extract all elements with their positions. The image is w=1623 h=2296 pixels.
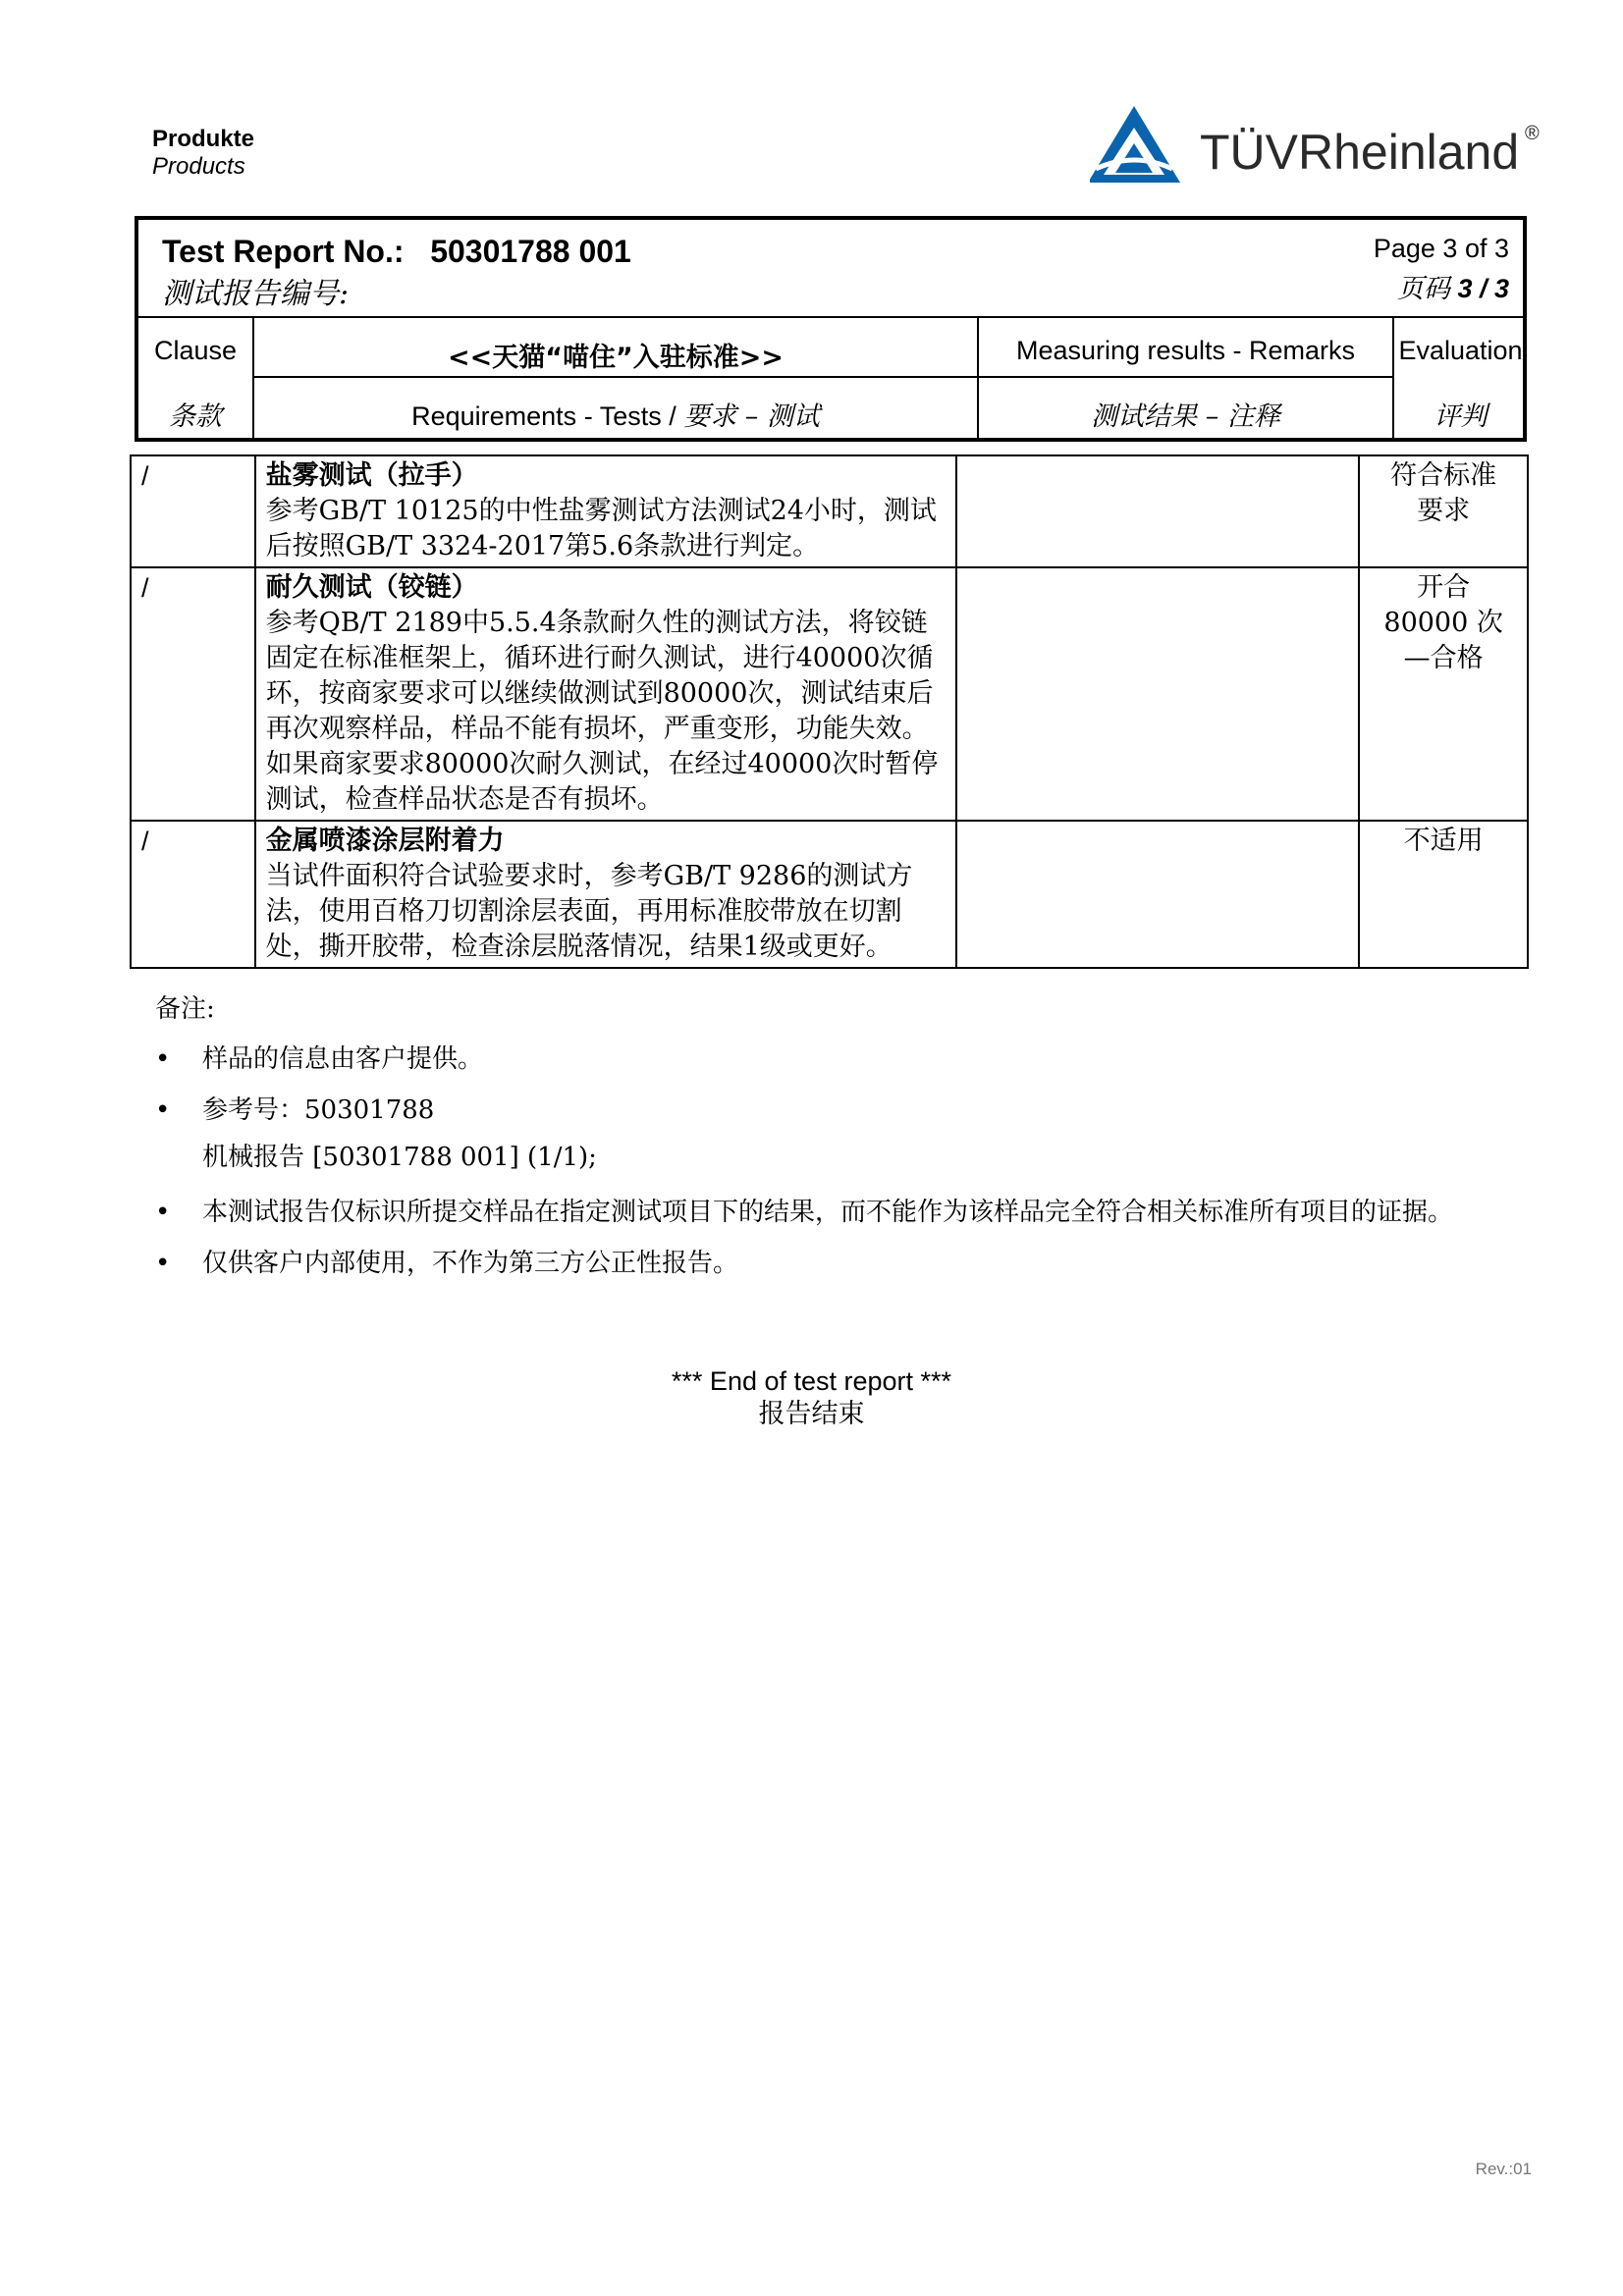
row-clause: / <box>131 821 255 968</box>
row-line: 环，按商家要求可以继续做测试到80000次，测试结束后 <box>265 678 934 709</box>
brand-name: TÜVRheinland <box>1200 125 1520 180</box>
list-item <box>155 1195 1528 1230</box>
col-clause-cn: 条款 <box>169 401 222 432</box>
table-row <box>131 455 1528 567</box>
report-title-cn: 测试报告编号: <box>162 277 350 311</box>
notes-list <box>155 1041 1549 1128</box>
row-evaluation <box>1359 821 1528 968</box>
table-row <box>131 821 1528 968</box>
row-requirement <box>255 455 956 567</box>
bullet-icon: • <box>155 1044 171 1074</box>
header-category-de: Produkte <box>152 126 255 152</box>
test-table <box>130 454 1529 969</box>
col-standard: <<天猫“喵住”入驻标准>> <box>448 343 784 373</box>
note-text: 仅供客户内部使用，不作为第三方公正性报告。 <box>202 1249 739 1278</box>
col-requirements-en: Requirements - Tests / <box>411 401 684 431</box>
tuv-rheinland-logo <box>1090 104 1542 188</box>
row-requirement <box>255 821 956 968</box>
col-requirements-cn: 要求 – 测试 <box>683 401 820 432</box>
row-line: 如果商家要求80000次耐久测试，在经过40000次时暂停 <box>265 749 939 779</box>
col-evaluation: Evaluation <box>1398 336 1523 365</box>
bullet-icon: • <box>155 1249 171 1278</box>
bullet-icon: • <box>155 1198 171 1227</box>
note-text: 样品的信息由客户提供。 <box>202 1044 484 1074</box>
row-result <box>956 455 1359 567</box>
col-evaluation-cn: 评判 <box>1434 401 1488 432</box>
col-clause: Clause <box>153 336 238 365</box>
row-line: 参考QB/T 2189中5.5.4条款耐久性的测试方法，将铰链 <box>265 608 928 638</box>
notes-section <box>155 991 1549 1297</box>
note-text: 本测试报告仅标识所提交样品在指定测试项目下的结果，而不能作为该样品完全符合相关标准所有项目的证据。 <box>202 1198 1454 1227</box>
row-evaluation <box>1359 567 1528 821</box>
row-evaluation <box>1359 455 1528 567</box>
notes-title: 备注: <box>155 994 215 1024</box>
row-clause: / <box>131 455 255 567</box>
evaluation-line: 符合标准 <box>1390 460 1497 491</box>
svg-text:® <box>1525 123 1540 144</box>
row-requirement <box>255 567 956 821</box>
row-line: 参考GB/T 10125的中性盐雾测试方法测试24小时，测试 <box>265 496 937 526</box>
list-item <box>155 1246 1549 1281</box>
row-title: 盐雾测试（拉手） <box>265 460 478 491</box>
page-number-cn <box>1397 267 1509 305</box>
table-row <box>131 567 1528 821</box>
row-line: 处，撕开胶带，检查涂层脱落情况，结果1级或更好。 <box>265 932 893 962</box>
evaluation-line: —合格 <box>1403 643 1484 673</box>
report-title <box>162 234 631 270</box>
row-line: 固定在标准框架上，循环进行耐久测试，进行40000次循 <box>265 643 934 673</box>
row-line: 当试件面积符合试验要求时，参考GB/T 9286的测试方 <box>265 861 913 891</box>
note-subtext: 机械报告 [50301788 001] (1/1); <box>202 1143 597 1172</box>
evaluation-line: 80000 次 <box>1383 608 1503 638</box>
col-measuring-cn: 测试结果 – 注释 <box>1091 401 1280 432</box>
header-category-en: Products <box>152 153 245 180</box>
end-of-report-en: *** End of test report *** <box>671 1366 952 1396</box>
evaluation-line: 不适用 <box>1403 826 1484 856</box>
tuv-triangle-icon <box>1090 106 1180 183</box>
end-of-report <box>0 1364 1623 1431</box>
end-of-report-cn: 报告结束 <box>758 1399 865 1429</box>
page-number-cn-value: 3 / 3 <box>1457 274 1509 303</box>
row-result <box>956 567 1359 821</box>
col-measuring: Measuring results - Remarks <box>1015 336 1356 365</box>
page-number-cn-prefix: 页码 <box>1396 274 1450 304</box>
revision-label: Rev.:01 <box>1475 2160 1532 2178</box>
page-number: Page 3 of 3 <box>1373 234 1509 263</box>
report-title-label: Test Report No.: <box>162 234 405 269</box>
notes-list-continued <box>155 1195 1549 1281</box>
row-line: 测试，检查样品状态是否有损坏。 <box>265 784 664 815</box>
row-title: 耐久测试（铰链） <box>265 572 478 603</box>
list-item <box>155 1041 1549 1077</box>
svg-text:TÜVRheinland <box>1200 125 1519 180</box>
bullet-icon: • <box>155 1095 171 1125</box>
row-line: 法，使用百格刀切割涂层表面，再用标准胶带放在切割 <box>265 896 902 927</box>
row-title: 金属喷漆涂层附着力 <box>265 826 505 856</box>
note-text: 参考号：50301788 <box>202 1095 435 1125</box>
list-item <box>155 1093 1549 1128</box>
row-result <box>956 821 1359 968</box>
row-clause: / <box>131 567 255 821</box>
evaluation-line: 要求 <box>1417 496 1471 526</box>
col-requirements <box>254 395 977 433</box>
report-header-box <box>135 216 1527 442</box>
registered-mark: ® <box>1525 123 1540 144</box>
report-number: 50301788 001 <box>430 234 631 269</box>
row-line: 再次观察样品，样品不能有损坏，严重变形，功能失效。 <box>265 714 929 744</box>
evaluation-line: 开合 <box>1417 572 1471 603</box>
row-line: 后按照GB/T 3324-2017第5.6条款进行判定。 <box>265 531 820 561</box>
